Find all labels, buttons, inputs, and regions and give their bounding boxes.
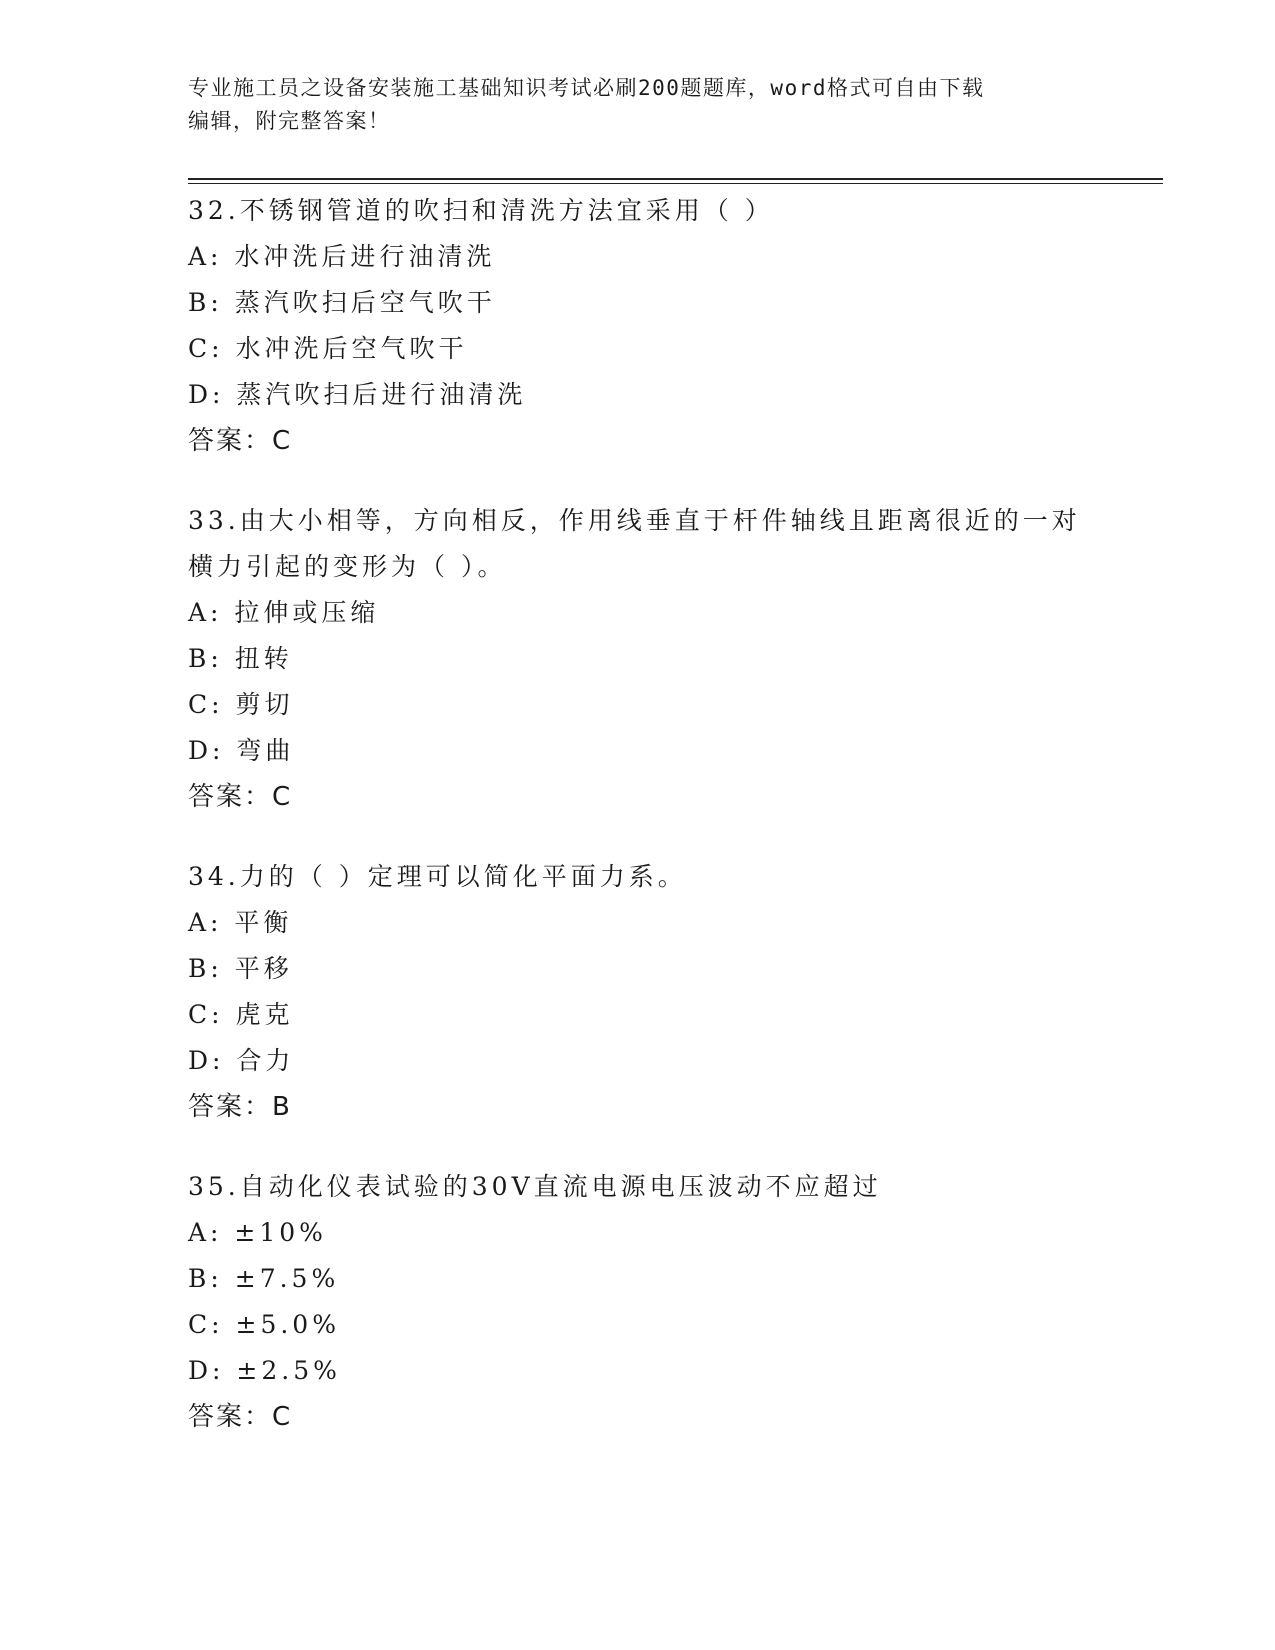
question-33 xyxy=(188,498,1088,820)
option-b: B: ±7.5% xyxy=(188,1264,340,1293)
option-c: C: 虎克 xyxy=(188,1000,294,1029)
header-line-1: 专业施工员之设备安装施工基础知识考试必刷200题题库，word格式可自由下载 xyxy=(188,76,985,100)
option-c: C: ±5.0% xyxy=(188,1310,340,1339)
question-35 xyxy=(188,1164,1088,1440)
option-d: D: 蒸汽吹扫后进行油清洗 xyxy=(188,380,527,409)
option-a: A: 平衡 xyxy=(188,908,293,937)
header-line-2: 编辑，附完整答案！ xyxy=(188,109,391,133)
option-a: A: ±10% xyxy=(188,1218,327,1247)
answer-line: 答案：B xyxy=(188,1092,292,1122)
question-stem: 33.由大小相等，方向相反，作用线垂直于杆件轴线且距离很近的一对横力引起的变形为（ ）。 xyxy=(188,506,1081,581)
document-header xyxy=(188,72,1068,138)
option-d: D: ±2.5% xyxy=(188,1356,341,1385)
option-a: A: 拉伸或压缩 xyxy=(188,598,380,627)
option-b: B: 蒸汽吹扫后空气吹干 xyxy=(188,288,496,317)
option-b: B: 扭转 xyxy=(188,644,293,673)
answer-line: 答案：C xyxy=(188,1402,293,1432)
option-c: C: 水冲洗后空气吹干 xyxy=(188,334,468,363)
question-stem: 35.自动化仪表试验的30V直流电源电压波动不应超过 xyxy=(188,1172,882,1201)
header-divider-thick xyxy=(188,178,1163,180)
answer-line: 答案：C xyxy=(188,426,293,456)
option-d: D: 合力 xyxy=(188,1046,295,1075)
answer-line: 答案：C xyxy=(188,782,293,812)
question-stem: 34.力的（ ）定理可以简化平面力系。 xyxy=(188,862,687,891)
header-divider-thin xyxy=(188,183,1163,184)
question-32 xyxy=(188,188,1088,464)
option-b: B: 平移 xyxy=(188,954,293,983)
question-list xyxy=(188,188,1088,1474)
option-d: D: 弯曲 xyxy=(188,736,295,765)
question-stem: 32.不锈钢管道的吹扫和清洗方法宜采用（ ） xyxy=(188,196,774,225)
question-34 xyxy=(188,854,1088,1130)
option-a: A: 水冲洗后进行油清洗 xyxy=(188,242,496,271)
option-c: C: 剪切 xyxy=(188,690,294,719)
